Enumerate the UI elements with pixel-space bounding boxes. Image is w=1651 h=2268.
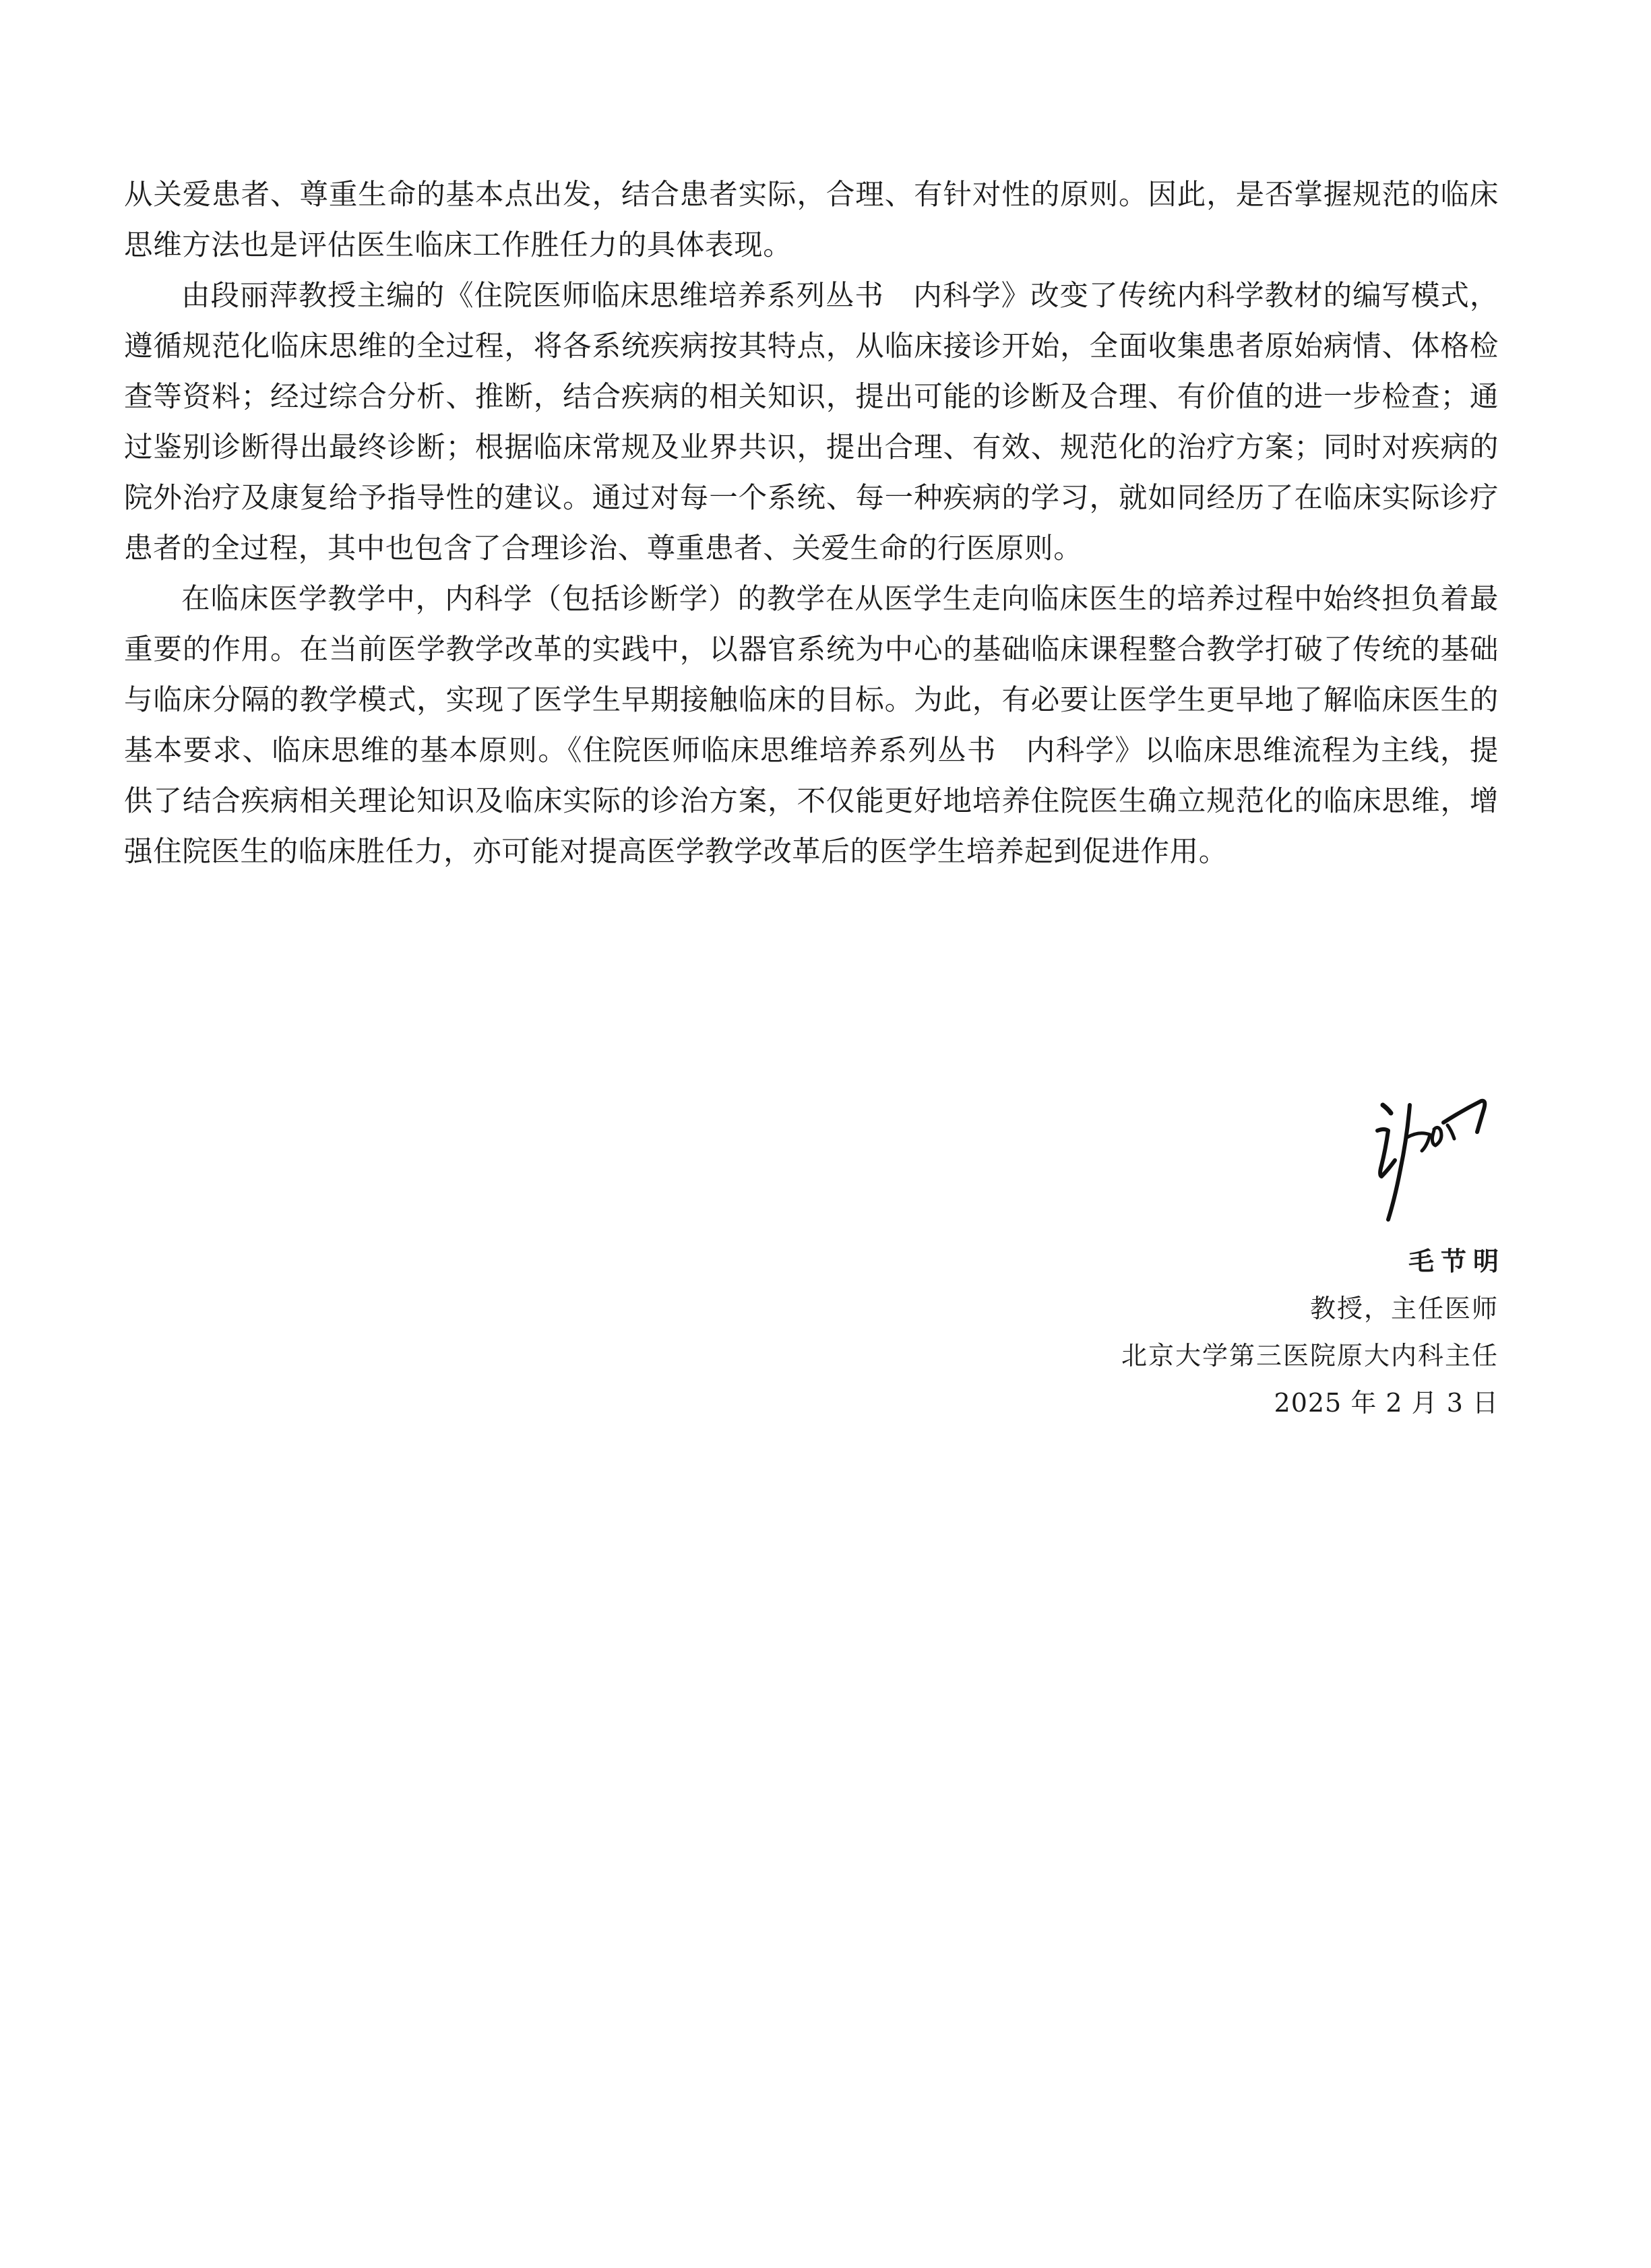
signature-block xyxy=(1121,1244,1505,1432)
handwritten-signature xyxy=(1368,1090,1503,1238)
preface-body xyxy=(124,170,1499,877)
signature-date: 2025 年 2 月 3 日 xyxy=(1274,1388,1499,1418)
author-title: 教授，主任医师 xyxy=(1309,1294,1499,1323)
paragraph-2: 由段丽萍教授主编的《住院医师临床思维培养系列丛书 内科学》改变了传统内科学教材的编写模式，遵循规范化临床思维的全过程，将各系统疾病按其特点，从临床接诊开始，全面收集患者原始病情、体格检查等资料；经过综合分析、推断，结合疾病的相关知识，提出可能的诊断及合理、有价值的进一步检查；通过鉴别诊断得出最终诊断；根据临床常规及业界共识，提出合理、有效、规范化的治疗方案；同时对疾病的院外治疗及康复给予指导性的建议。通过对每一个系统、每一种疾病的学习，就如同经历了在临床实际诊疗患者的全过程，其中也包含了合理诊治、尊重患者、关爱生命的行医原则。 xyxy=(124,280,1499,565)
paragraph-3: 在临床医学教学中，内科学（包括诊断学）的教学在从医学生走向临床医生的培养过程中始终担负着最重要的作用。在当前医学教学改革的实践中，以器官系统为中心的基础临床课程整合教学打破了传统的基础与临床分隔的教学模式，实现了医学生早期接触临床的目标。为此，有必要让医学生更早地了解临床医生的基本要求、临床思维的基本原则。《住院医师临床思维培养系列丛书 内科学》以临床思维流程为主线，提供了结合疾病相关理论知识及临床实际的诊治方案，不仅能更好地培养住院医生确立规范化的临床思维，增强住院医生的临床胜任力，亦可能对提高医学教学改革后的医学生培养起到促进作用。 xyxy=(124,583,1499,869)
paragraph-1: 从关爱患者、尊重生命的基本点出发，结合患者实际，合理、有针对性的原则。因此，是否掌握规范的临床思维方法也是评估医生临床工作胜任力的具体表现。 xyxy=(124,179,1499,262)
author-name: 毛节明 xyxy=(1408,1246,1505,1276)
author-affiliation: 北京大学第三医院原大内科主任 xyxy=(1121,1341,1499,1371)
